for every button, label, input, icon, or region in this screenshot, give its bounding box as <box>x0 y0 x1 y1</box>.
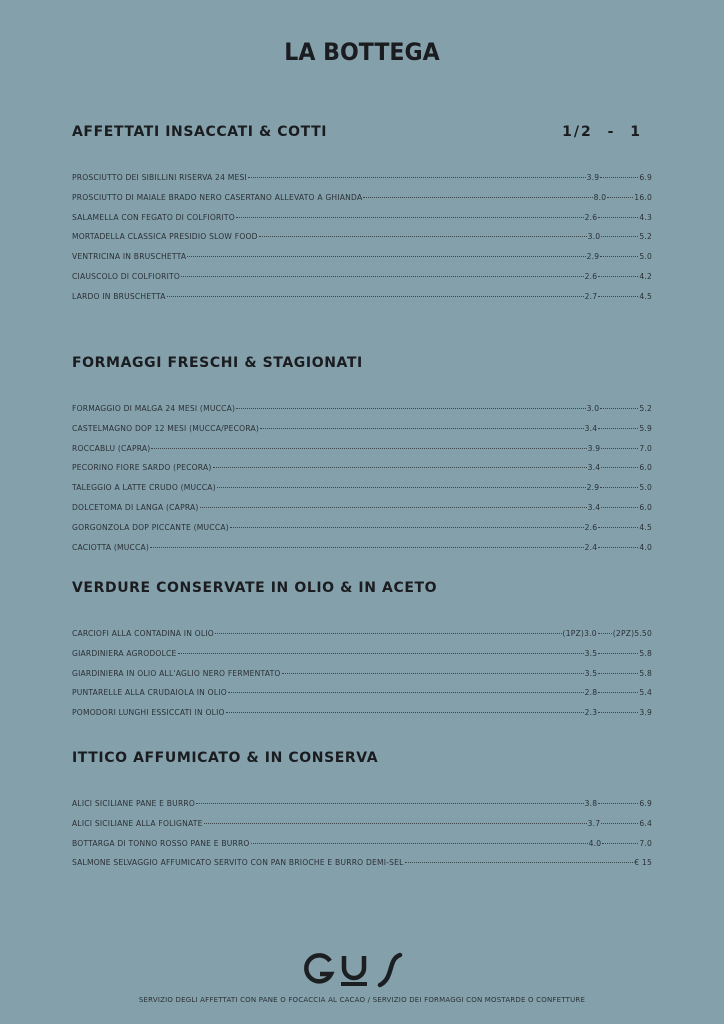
price-half: 2.4 <box>584 542 598 552</box>
price-full: 4.3 <box>639 212 652 222</box>
item-name: PUNTARELLE ALLA CRUDAIOLA IN OLIO <box>72 688 227 698</box>
price-half: 3.4 <box>587 463 601 473</box>
price-full: 5.2 <box>639 404 652 413</box>
item-name: GORGONZOLA DOP PICCANTE (MUCCA) <box>72 522 229 532</box>
leader-dots <box>196 803 584 804</box>
leader-dots <box>228 692 584 693</box>
menu-item <box>72 272 652 292</box>
item-name: SALMONE SELVAGGIO AFFUMICATO SERVITO CON PAN BRIOCHE E BURRO DEMI-SEL <box>72 858 404 868</box>
leader-dots <box>601 448 638 449</box>
portion-label: 1/2 - 1 <box>562 124 642 140</box>
item-list <box>72 173 652 312</box>
menu-item <box>72 424 652 444</box>
leader-dots <box>598 428 638 429</box>
price-full: 6.0 <box>639 502 652 512</box>
leader-dots <box>601 467 638 468</box>
item-name: CASTELMAGNO DOP 12 MESI (MUCCA/PECORA) <box>72 423 260 433</box>
leader-dots <box>260 428 584 429</box>
item-name: FORMAGGIO DI MALGA 24 MESI (MUCCA) <box>72 404 236 413</box>
section-affettati <box>72 124 652 312</box>
menu-item <box>72 708 652 728</box>
price-half: 3.5 <box>584 648 598 658</box>
section-heading <box>72 580 652 600</box>
price-half: 3.7 <box>587 818 601 828</box>
leader-dots <box>601 823 638 824</box>
leader-dots <box>187 256 585 257</box>
item-name: CIAUSCOLO DI COLFIORITO <box>72 271 181 281</box>
section-title: ITTICO AFFUMICATO & IN CONSERVA <box>72 750 379 766</box>
leader-dots <box>251 843 588 844</box>
menu-item <box>72 463 652 483</box>
leader-dots <box>181 276 584 277</box>
price-half: 2.6 <box>584 522 598 532</box>
menu-item <box>72 649 652 669</box>
leader-dots <box>600 256 638 257</box>
menu-item <box>72 252 652 272</box>
section-title: AFFETTATI INSACCATI & COTTI <box>72 124 328 140</box>
item-list <box>72 799 652 878</box>
price-half: 4.0 <box>588 838 602 848</box>
price-half: 3.9 <box>586 173 600 182</box>
leader-dots <box>236 217 584 218</box>
price-half: 2.6 <box>584 271 598 281</box>
leader-dots <box>602 843 638 844</box>
item-list <box>72 404 652 562</box>
price-half: 3.0 <box>587 232 601 242</box>
leader-dots <box>236 408 585 409</box>
leader-dots <box>248 177 586 178</box>
leader-dots <box>167 296 584 297</box>
item-name: BOTTARGA DI TONNO ROSSO PANE E BURRO <box>72 838 250 848</box>
menu-item <box>72 173 652 193</box>
item-name: GIARDINIERA IN OLIO ALL'AGLIO NERO FERMENTATO <box>72 668 281 678</box>
leader-dots <box>598 692 638 693</box>
section-formaggi <box>72 355 652 562</box>
leader-dots <box>598 217 638 218</box>
leader-dots <box>282 673 584 674</box>
item-name: SALAMELLA CON FEGATO DI COLFIORITO <box>72 212 235 222</box>
item-name: GIARDINIERA AGRODOLCE <box>72 648 177 658</box>
menu-item <box>72 483 652 503</box>
price-full: 3.9 <box>639 708 652 718</box>
price-half: 2.8 <box>584 688 598 698</box>
price-half: 2.9 <box>586 252 600 262</box>
leader-dots <box>600 408 638 409</box>
price-half: 2.7 <box>584 291 598 301</box>
section-heading <box>72 355 652 375</box>
leader-dots <box>600 177 638 178</box>
price-full: 5.4 <box>639 688 652 698</box>
leader-dots <box>601 236 638 237</box>
price-full: 16.0 <box>634 192 652 202</box>
price-half: 3.4 <box>587 502 601 512</box>
item-name: PECORINO FIORE SARDO (PECORA) <box>72 463 212 473</box>
price-half: 8.0 <box>593 192 607 202</box>
item-name: ROCCABLU (CAPRA) <box>72 443 151 453</box>
price-full: 5.2 <box>639 232 652 242</box>
price-full: 5.8 <box>639 648 652 658</box>
leader-dots <box>598 712 638 713</box>
menu-item <box>72 839 652 859</box>
leader-dots <box>230 527 584 528</box>
item-name: PROSCIUTTO DEI SIBILLINI RISERVA 24 MESI <box>72 173 247 182</box>
leader-dots <box>598 803 638 804</box>
price-full: 7.0 <box>639 443 652 453</box>
price-full: (2PZ)5.50 <box>612 629 652 638</box>
price-half: 2.3 <box>584 708 598 718</box>
leader-dots <box>598 653 638 654</box>
leader-dots <box>607 197 633 198</box>
menu-item <box>72 629 652 649</box>
section-title: FORMAGGI FRESCHI & STAGIONATI <box>72 355 363 371</box>
price-full: 4.5 <box>639 291 652 301</box>
price-full: 4.5 <box>639 522 652 532</box>
leader-dots <box>259 236 587 237</box>
leader-dots <box>598 527 638 528</box>
item-name: MORTADELLA CLASSICA PRESIDIO SLOW FOOD <box>72 232 258 242</box>
item-name: TALEGGIO A LATTE CRUDO (MUCCA) <box>72 483 216 493</box>
item-name: POMODORI LUNGHI ESSICCATI IN OLIO <box>72 708 225 718</box>
price-full: € 15 <box>634 858 652 868</box>
section-verdure <box>72 580 652 728</box>
menu-item <box>72 858 652 878</box>
item-name: DOLCETOMA DI LANGA (CAPRA) <box>72 502 199 512</box>
menu-item <box>72 799 652 819</box>
leader-dots <box>363 197 592 198</box>
item-name: ALICI SICILIANE PANE E BURRO <box>72 799 196 808</box>
leader-dots <box>204 823 587 824</box>
price-half: 3.4 <box>584 423 598 433</box>
service-note: SERVIZIO DEGLI AFFETTATI CON PANE O FOCACCIA AL CACAO / SERVIZIO DEI FORMAGGI CON MOSTARDE O CONFETTURE <box>138 996 586 1004</box>
price-half: 3.5 <box>584 668 598 678</box>
item-name: VENTRICINA IN BRUSCHETTA <box>72 252 187 262</box>
leader-dots <box>598 547 638 548</box>
menu-item <box>72 819 652 839</box>
gus-logo <box>300 952 412 988</box>
leader-dots <box>226 712 584 713</box>
menu-item <box>72 444 652 464</box>
price-full: 7.0 <box>639 838 652 848</box>
menu-item <box>72 523 652 543</box>
item-name: CARCIOFI ALLA CONTADINA IN OLIO <box>72 629 214 638</box>
leader-dots <box>150 547 584 548</box>
price-full: 6.0 <box>639 463 652 473</box>
price-full: 5.9 <box>639 423 652 433</box>
menu-item <box>72 503 652 523</box>
price-full: 6.4 <box>639 818 652 828</box>
item-list <box>72 629 652 728</box>
price-full: 4.0 <box>639 542 652 552</box>
menu-item <box>72 404 652 424</box>
leader-dots <box>598 276 638 277</box>
section-heading <box>72 124 652 144</box>
menu-item <box>72 543 652 563</box>
price-half: 2.6 <box>584 212 598 222</box>
menu-item <box>72 688 652 708</box>
leader-dots <box>600 487 638 488</box>
gus-logo-icon <box>300 952 412 988</box>
price-half: (1PZ)3.0 <box>562 629 597 638</box>
price-full: 6.9 <box>639 173 652 182</box>
price-full: 4.2 <box>639 271 652 281</box>
leader-dots <box>151 448 586 449</box>
section-ittico <box>72 750 652 878</box>
section-heading <box>72 750 652 770</box>
price-full: 5.0 <box>639 252 652 262</box>
menu-item <box>72 232 652 252</box>
item-name: PROSCIUTTO DI MAIALE BRADO NERO CASERTANO ALLEVATO A GHIANDA <box>72 192 363 202</box>
menu-item <box>72 669 652 689</box>
item-name: CACIOTTA (MUCCA) <box>72 542 150 552</box>
leader-dots <box>213 467 587 468</box>
menu-item <box>72 213 652 233</box>
leader-dots <box>598 673 638 674</box>
leader-dots <box>405 862 634 863</box>
item-name: ALICI SICILIANE ALLA FOLIGNATE <box>72 818 203 828</box>
price-half: 3.0 <box>586 404 600 413</box>
price-half: 2.9 <box>586 483 600 493</box>
item-name: LARDO IN BRUSCHETTA <box>72 291 166 301</box>
price-half: 3.8 <box>584 799 598 808</box>
menu-item <box>72 193 652 213</box>
leader-dots <box>217 487 586 488</box>
leader-dots <box>598 296 638 297</box>
price-full: 5.8 <box>639 668 652 678</box>
leader-dots <box>200 507 587 508</box>
price-half: 3.9 <box>587 443 601 453</box>
leader-dots <box>178 653 584 654</box>
leader-dots <box>215 633 562 634</box>
menu-item <box>72 292 652 312</box>
leader-dots <box>598 633 612 634</box>
page-title: LA BOTTEGA <box>284 38 440 66</box>
price-full: 5.0 <box>639 483 652 493</box>
price-full: 6.9 <box>639 799 652 808</box>
section-title: VERDURE CONSERVATE IN OLIO & IN ACETO <box>72 580 438 596</box>
leader-dots <box>601 507 638 508</box>
